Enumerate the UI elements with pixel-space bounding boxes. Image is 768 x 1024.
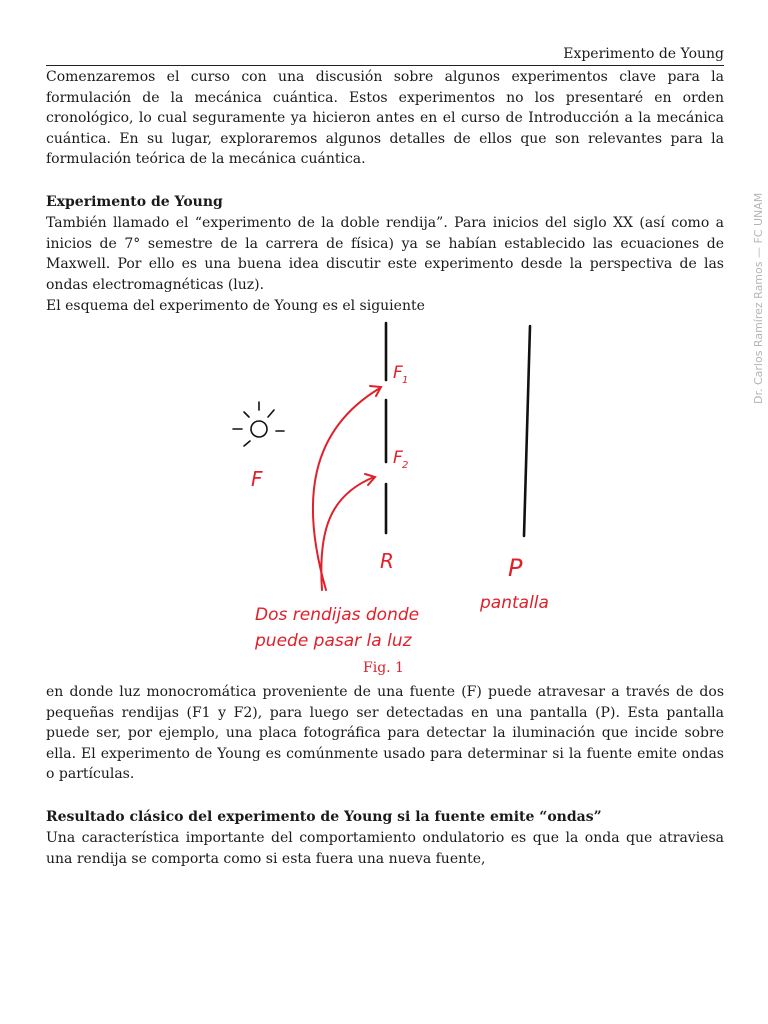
section-heading-young: Experimento de Young <box>46 194 223 210</box>
note-line-2: puede pasar la luz <box>255 631 412 651</box>
barrier-label: R <box>380 549 394 573</box>
slit2-label: F <box>393 448 403 468</box>
screen-name-label: pantalla <box>480 593 549 613</box>
arrow-to-slit2 <box>321 477 374 590</box>
figure-caption: Fig. 1 <box>363 660 404 676</box>
intro-paragraph: Comenzaremos el curso con una discusión sobre algunos experimentos clave para la formulación de la mecánica cuántica. Estos experimentos no los presentaré en orden cronológico, lo cual seguramente ya hicieron antes en el curso de Introducción a la mecánica cuántica. En su lugar, exploraremos algunos detalles de ellos que son relevantes para la formulación teórica de la mecánica cuántica. <box>46 69 724 168</box>
screen-line <box>524 326 530 536</box>
light-source-icon <box>233 402 284 446</box>
figure-intro-line: El esquema del experimento de Young es el siguiente <box>46 298 425 314</box>
arrow-to-slit1 <box>313 388 380 590</box>
slit1-subscript: 1 <box>402 375 409 386</box>
note-line-1: Dos rendijas donde <box>255 605 420 625</box>
section-heading-classic: Resultado clásico del experimento de Young si la fuente emite “ondas” <box>46 809 602 825</box>
slit1-label: F <box>393 363 403 383</box>
author-side-note: Dr. Carlos Ramírez Ramos — FC UNAM <box>752 192 765 404</box>
page-header: Experimento de Young <box>46 44 724 66</box>
slit2-subscript: 2 <box>402 460 409 471</box>
source-label: F <box>251 467 263 491</box>
after-figure-paragraph: en donde luz monocromática proveniente de una fuente (F) puede atravesar a través de dos pequeñas rendijas (F1 y F2), para luego ser detectadas en una pantalla (P). Esta pantalla puede ser, por ejemplo, una placa fotográfica para detectar la iluminación que incide sobre ella. El experimento de Young es comúnmente usado para determinar si la fuente emite ondas o partículas. <box>46 684 724 783</box>
section-paragraph-young: También llamado el “experimento de la doble rendija”. Para inicios del siglo XX (así como a inicios de 7° semestre de la carrera de física) ya se habían establecido las ecuaciones de Maxwell. Por ello es una buena idea discutir este experimento desde la perspectiva de las ondas electromagnéticas (luz). <box>46 215 724 293</box>
young-experiment-figure <box>0 318 768 688</box>
section-paragraph-classic: Una característica importante del comportamiento ondulatorio es que la onda que atraviesa una rendija se comporta como si esta fuera una nueva fuente, <box>46 830 724 867</box>
screen-label: P <box>508 554 523 582</box>
